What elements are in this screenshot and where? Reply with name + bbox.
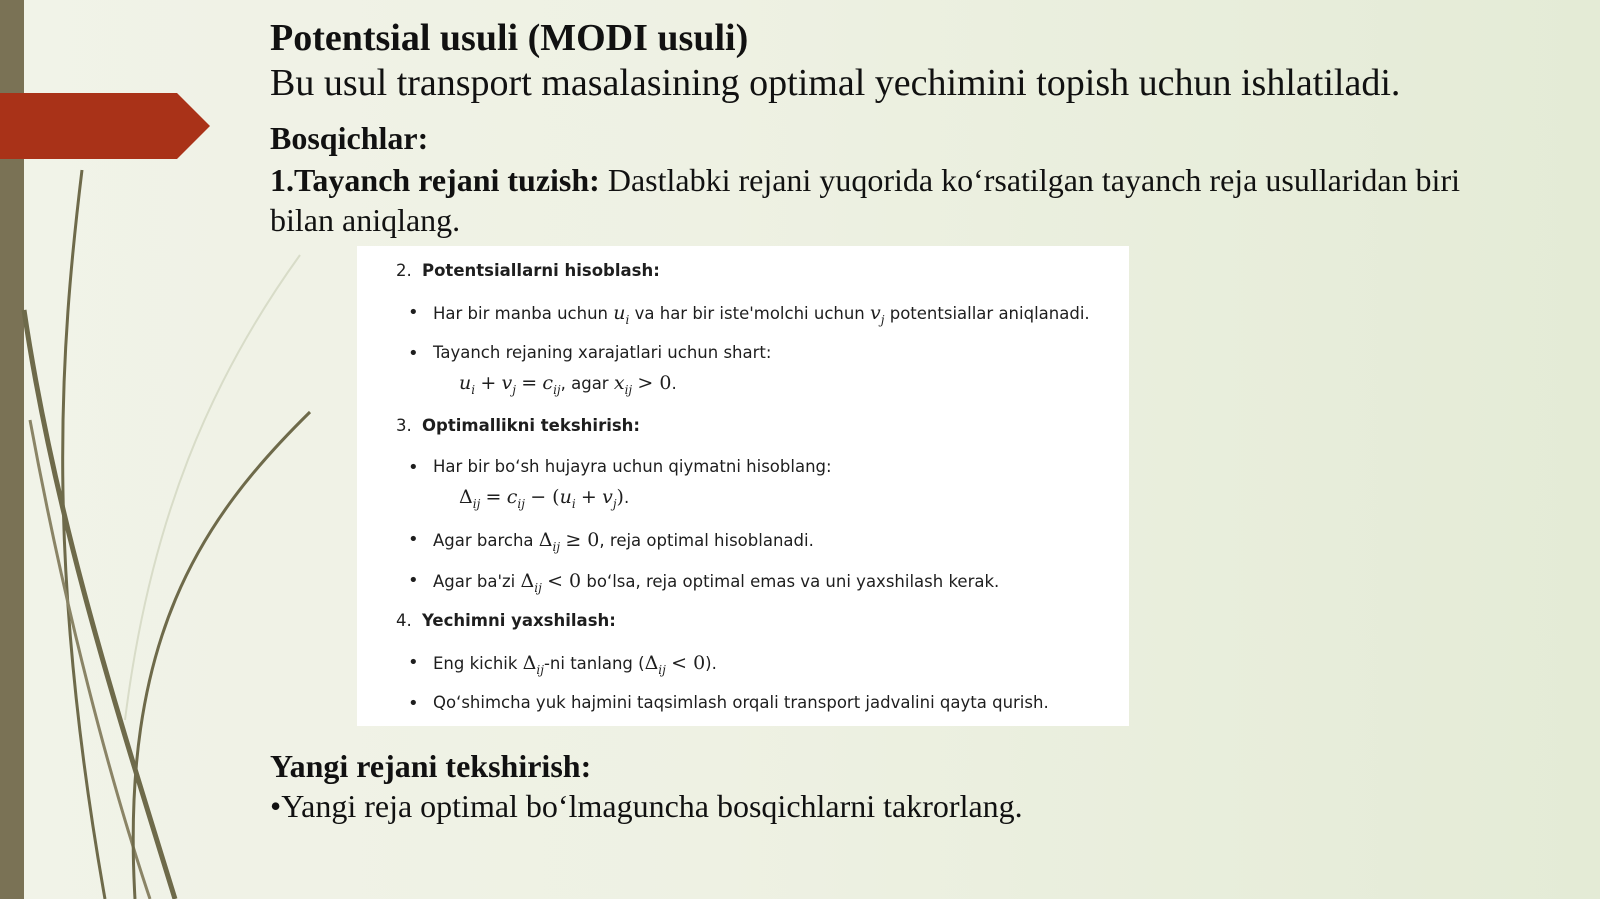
step-2-number: 2.: [396, 261, 412, 280]
step-3-title: Optimallikni tekshirish:: [422, 416, 641, 435]
step-4-number: 4.: [396, 611, 412, 630]
formula-delta: $\Delta_{ij} = c_{ij} - (u_i + v_j)$.: [459, 486, 630, 511]
bullet-text: Agar barcha: [433, 531, 534, 550]
check-heading: Yangi rejani tekshirish:: [270, 748, 592, 784]
bullet-text: bo‘lsa, reja optimal emas va uni yaxshilash kerak.: [586, 572, 1000, 591]
step-2-heading: [396, 261, 660, 280]
formula-u-i: $u_i$: [613, 302, 630, 327]
bullet-text: Eng kichik: [433, 654, 518, 673]
step-4-bullet-1: • Eng kichik $\Delta_{ij}-ni$ tanlang $(\Delta_{ij} < 0)$.: [433, 652, 717, 677]
step-4-heading: [396, 611, 616, 630]
modi-steps-panel: [357, 246, 1129, 726]
formula-v-j: $v_j$: [870, 302, 885, 327]
bullet-text: -ni tanlang (: [543, 654, 645, 673]
bullet-text: Agar ba'zi: [433, 572, 516, 591]
step-1-label: 1.Tayanch rejani tuzish:: [270, 162, 600, 198]
bullet-text: va har bir iste'molchi uchun: [634, 304, 865, 323]
steps-heading: Bosqichlar:: [270, 120, 429, 156]
step-1-text: Dastlabki rejani yuqorida koʻrsatilgan tayanch reja usullaridan biri bilan aniqlang.: [270, 162, 1460, 238]
accent-arrow-shape: [0, 93, 210, 159]
slide-subtitle: Bu usul transport masalasining optimal yechimini topish uchun ishlatiladi.: [270, 62, 1401, 104]
formula-cost-condition: $u_i + v_j = c_{ij}$, agar $x_{ij} > 0$.: [459, 372, 677, 397]
repeat-instruction: •Yangi reja optimal boʻlmaguncha bosqichlarni takrorlang.: [270, 788, 1023, 824]
bullet-text: Har bir manba uchun: [433, 304, 609, 323]
step-3-bullet-2: • Agar barcha $\Delta_{ij} \ge 0$, reja optimal hisoblanadi.: [433, 529, 814, 554]
step-3-heading: [396, 416, 640, 435]
bullet-text: , agar: [560, 374, 609, 393]
step-3-bullet-3: • Agar ba'zi $\Delta_{ij} < 0$ bo‘lsa, reja optimal emas va uni yaxshilash kerak.: [433, 570, 999, 595]
bullet-text: , reja optimal hisoblanadi.: [599, 531, 814, 550]
step-3-bullet-1: • Har bir bo‘sh hujayra uchun qiymatni hisoblang:: [433, 457, 832, 476]
step-4-title: Yechimni yaxshilash:: [422, 611, 616, 630]
step-2-title: Potentsiallarni hisoblash:: [422, 261, 660, 280]
step-3-number: 3.: [396, 416, 412, 435]
step-4-bullet-2: • Qo‘shimcha yuk hajmini taqsimlash orqali transport jadvalini qayta qurish.: [433, 693, 1049, 712]
step-1-paragraph: [270, 160, 1460, 240]
slide-title: Potentsial usuli (MODI usuli): [270, 17, 749, 59]
bullet-text: potentsiallar aniqlanadi.: [889, 304, 1090, 323]
step-2-bullet-2: • Tayanch rejaning xarajatlari uchun shart:: [433, 343, 771, 362]
step-2-bullet-1: [433, 302, 1090, 327]
